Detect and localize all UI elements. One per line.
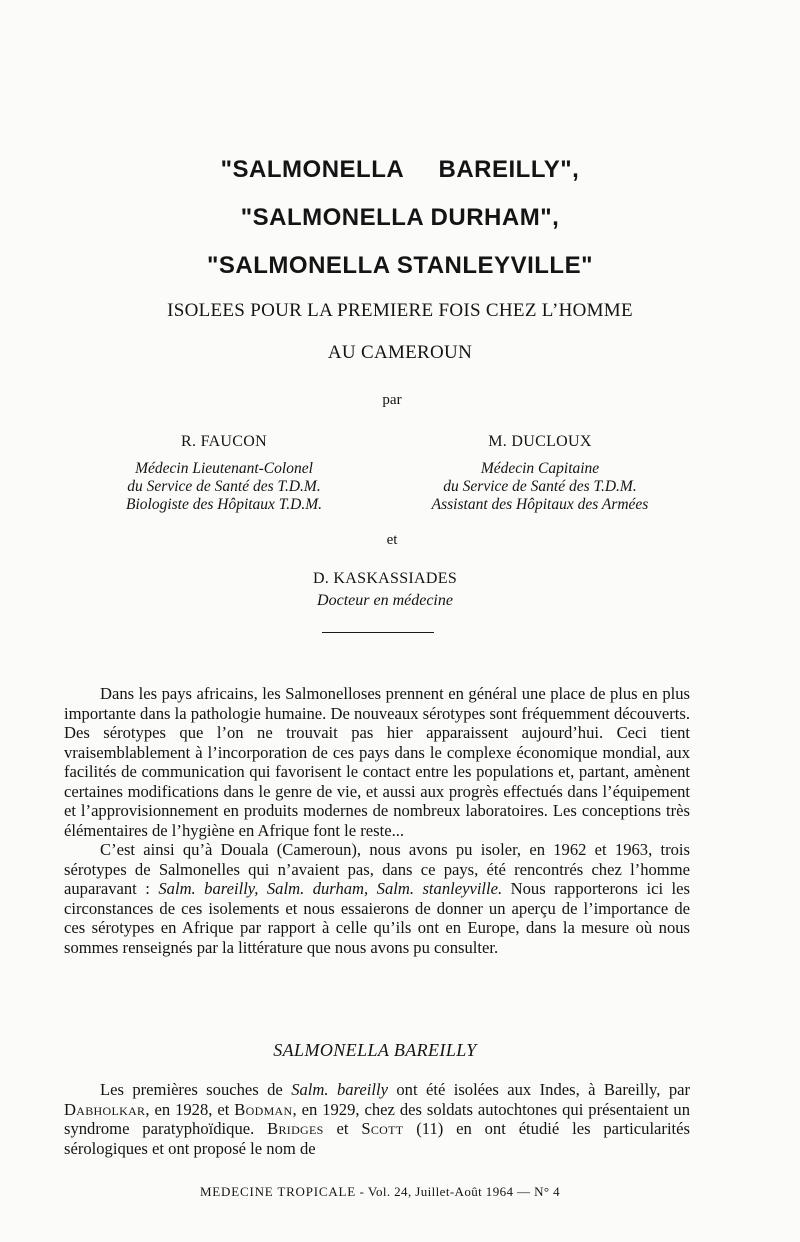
author-credential: du Service de Santé des T.D.M. <box>127 478 321 495</box>
cited-author: Bridges <box>267 1119 324 1138</box>
species-name: Salm. bareilly <box>291 1080 388 1099</box>
author-credential: Médecin Capitaine <box>480 460 600 477</box>
title-line-2: "SALMONELLA DURHAM", <box>240 204 560 231</box>
author-credential: Biologiste des Hôpitaux T.D.M. <box>125 496 323 513</box>
cited-author: Scott <box>361 1119 404 1138</box>
cited-author: Bodman <box>234 1099 293 1119</box>
section-heading: SALMONELLA BAREILLY <box>273 1040 477 1060</box>
author-name: D. KASKASSIADES <box>312 570 458 587</box>
cited-author: Dabholkar <box>64 1099 146 1119</box>
paragraph: C’est ainsi qu’à Douala (Cameroun), nous avons pu isoler, en 1962 et 1963, trois sérotypes de Salmonelles qui n’avaient pas, dans ce pays, été rencontrés chez l’homme auparavant : Salm. bareilly, Salm. durham, Salm. stanleyville. Nous rapporterons ici les circonstances de ces isolements et nous essaierons de donner un aperçu de l’importance de ces sérotypes en Afrique par rapport à celle qu’ils ont en Europe, dans la mesure où nous sommes renseignés par la littérature que nous avons pu consulter. <box>64 840 690 957</box>
author-credential: Médecin Lieutenant-Colonel <box>135 460 313 477</box>
paragraph: Les premières souches de Salm. bareilly ont été isolées aux Indes, à Bareilly, par Dabholkar, en 1928, et Bodman, en 1929, chez des soldats autochtones qui présentaient un syndrome paratyphoïdique. Bridges et Scott (11) en ont étudié les particularités sérologiques et ont proposé le nom de <box>64 1080 691 1158</box>
author-credential: du Service de Santé des T.D.M. <box>443 478 637 495</box>
author-block-left <box>104 433 344 514</box>
author-block-right <box>405 433 675 514</box>
and-label: et <box>386 532 398 548</box>
author-block-third <box>240 568 530 612</box>
journal-name: MEDECINE TROPICALE <box>199 1184 357 1199</box>
by-label: par <box>382 392 402 408</box>
author-name: M. DUCLOUX <box>488 433 592 450</box>
title-line-3: "SALMONELLA STANLEYVILLE" <box>207 252 593 279</box>
introduction <box>64 684 690 957</box>
species-names: Salm. bareilly, Salm. durham, Salm. stanleyville. <box>158 879 503 898</box>
paragraph: Dans les pays africains, les Salmonelloses prennent en général une place de plus en plus importante dans la pathologie humaine. De nouveaux sérotypes sont fréquemment découverts. Des sérotypes que l’on ne trouvait pas hier apparaissent aujourd’hui. Ceci tient vraisemblablement à l’incorporation de ces pays dans le complexe économique mondial, aux facilités de communication qui favorisent le contact entre les populations et, partant, amènent certaines modifications dans le genre de vie, et aussi aux progrès effectués dans l’équipement et l’approvisionnement en produits modernes de nombreux laboratoires. Les conceptions très élémentaires de l’hygiène en Afrique font le reste... <box>64 684 690 840</box>
author-name: R. FAUCON <box>181 433 267 450</box>
subtitle-line-1: ISOLEES POUR LA PREMIERE FOIS CHEZ L’HOMME <box>167 300 633 321</box>
author-credential: Assistant des Hôpitaux des Armées <box>431 496 649 513</box>
journal-issue: Vol. 24, Juillet-Août 1964 — N° 4 <box>367 1184 561 1199</box>
separator-rule <box>322 632 434 633</box>
title-line-1: "SALMONELLA BAREILLY", <box>220 156 580 183</box>
author-credential: Docteur en médecine <box>317 592 453 609</box>
subtitle-line-2: AU CAMEROUN <box>327 342 473 363</box>
journal-footer: MEDECINE TROPICALE - Vol. 24, Juillet-Août 1964 — N° 4 <box>199 1184 561 1199</box>
section-body <box>64 1080 690 1158</box>
